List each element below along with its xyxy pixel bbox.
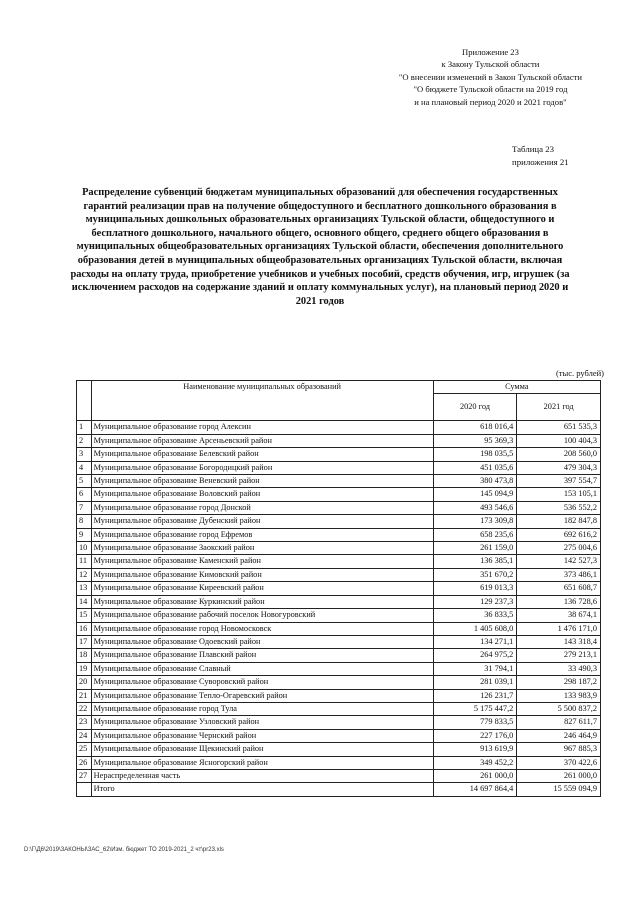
table-row: [77, 769, 601, 782]
amount-2021: 5 500 837,2: [517, 702, 601, 715]
total-2021: 15 559 094,9: [517, 783, 601, 796]
header-line: Приложение 23: [462, 47, 519, 57]
units-label: (тыс. рублей): [555, 368, 604, 378]
municipality-name: Муниципальное образование Одоевский район: [91, 635, 433, 648]
table-row: [77, 743, 601, 756]
amount-2021: 651 608,7: [517, 582, 601, 595]
municipality-name: Муниципальное образование город Новомосковск: [91, 622, 433, 635]
amount-2021: 33 490,3: [517, 662, 601, 675]
table-row: [77, 501, 601, 514]
table-row: [77, 568, 601, 581]
document-title: Распределение субвенций бюджетам муниципальных образований для обеспечения государственных гарантий реализации прав на получение общедоступного и бесплатного дошкольного образования в муниципальных дошкольных образовательных организациях Тульской области, общедоступного и бесплатного дошкольного, начального общего, основного общего, среднего общего образования в муниципальных общеобразовательных организациях Тульской области, обеспечения дополнительного образования детей в муниципальных общеобразовательных организациях Тульской области, включая расходы на оплату труда, приобретение учебников и учебных пособий, средств обучения, игр, игрушек (за исключением расходов на содержание зданий и оплату коммунальных услуг), на плановый период 2020 и 2021 годов: [70, 187, 570, 307]
municipality-name: Муниципальное образование Заокский район: [91, 542, 433, 555]
amount-2021: 261 000,0: [517, 769, 601, 782]
table-row: [77, 488, 601, 501]
table-row: [77, 662, 601, 675]
amount-2021: 651 535,3: [517, 421, 601, 434]
sum-column-header: Сумма: [433, 381, 600, 394]
amount-2020: 351 670,2: [433, 568, 517, 581]
municipality-name: Муниципальное образование Киреевский район: [91, 582, 433, 595]
amount-2021: 827 611,7: [517, 716, 601, 729]
amount-2021: 38 674,1: [517, 609, 601, 622]
row-number: 23: [77, 716, 92, 729]
municipality-name: Муниципальное образование Дубенский район: [91, 515, 433, 528]
row-number: 7: [77, 501, 92, 514]
row-number: 1: [77, 421, 92, 434]
amount-2020: 198 035,5: [433, 448, 517, 461]
table-row: [77, 756, 601, 769]
table-row: [77, 595, 601, 608]
municipality-name: Нераспределенная часть: [91, 769, 433, 782]
municipality-name: Муниципальное образование рабочий поселок Новогуровский: [91, 609, 433, 622]
table-row: [77, 689, 601, 702]
amount-2020: 493 546,6: [433, 501, 517, 514]
table-row: [77, 475, 601, 488]
amount-2021: 153 105,1: [517, 488, 601, 501]
table-row: [77, 515, 601, 528]
header-line: и на плановый период 2020 и 2021 годов": [414, 96, 567, 107]
amount-2020: 5 175 447,2: [433, 702, 517, 715]
total-2020: 14 697 864,4: [433, 783, 517, 796]
table-row: [77, 448, 601, 461]
row-number: 11: [77, 555, 92, 568]
amount-2020: 1 405 608,0: [433, 622, 517, 635]
municipality-name: Муниципальное образование Воловский район: [91, 488, 433, 501]
amount-2021: 136 728,6: [517, 595, 601, 608]
amount-2021: 275 004,6: [517, 542, 601, 555]
table-row: [77, 702, 601, 715]
amount-2020: 227 176,0: [433, 729, 517, 742]
row-number: 10: [77, 542, 92, 555]
table-row: [77, 676, 601, 689]
amount-2021: 370 422,6: [517, 756, 601, 769]
header-line: "О бюджете Тульской области на 2019 год: [413, 84, 568, 95]
municipality-name: Муниципальное образование Тепло-Огаревский район: [91, 689, 433, 702]
municipality-name: Муниципальное образование Арсеньевский район: [91, 434, 433, 447]
amount-2020: 36 833,5: [433, 609, 517, 622]
amount-2020: 134 271,1: [433, 635, 517, 648]
document-header: [399, 46, 582, 108]
table-row: [77, 609, 601, 622]
amount-2020: 264 975,2: [433, 649, 517, 662]
table-row: [77, 542, 601, 555]
header-line: "О внесении изменений в Закон Тульской области: [398, 71, 582, 82]
row-number: 5: [77, 475, 92, 488]
table-ref-line2: приложения 21: [512, 157, 569, 167]
table-row: [77, 635, 601, 648]
amount-2020: 126 231,7: [433, 689, 517, 702]
amount-2020: 145 094,9: [433, 488, 517, 501]
total-number: [77, 783, 92, 796]
amount-2020: 173 309,8: [433, 515, 517, 528]
row-number: 27: [77, 769, 92, 782]
amount-2021: 246 464,9: [517, 729, 601, 742]
total-row: [77, 783, 601, 796]
municipality-name: Муниципальное образование Кимовский район: [91, 568, 433, 581]
table-row: [77, 716, 601, 729]
amount-2021: 133 983,9: [517, 689, 601, 702]
row-number: 26: [77, 756, 92, 769]
amount-2020: 618 016,4: [433, 421, 517, 434]
year-2020-header: 2020 год: [433, 394, 517, 421]
row-number: 19: [77, 662, 92, 675]
table-row: [77, 421, 601, 434]
row-number: 18: [77, 649, 92, 662]
amount-2021: 536 552,2: [517, 501, 601, 514]
table-row: [77, 555, 601, 568]
row-number: 8: [77, 515, 92, 528]
amount-2021: 967 885,3: [517, 743, 601, 756]
amount-2020: 779 833,5: [433, 716, 517, 729]
name-column-header: Наименование муниципальных образований: [91, 381, 433, 421]
header-line: к Закону Тульской области: [441, 59, 540, 70]
amount-2020: 380 473,8: [433, 475, 517, 488]
row-number: 20: [77, 676, 92, 689]
number-header: [77, 381, 92, 421]
municipality-name: Муниципальное образование Узловский район: [91, 716, 433, 729]
municipality-name: Муниципальное образование город Донской: [91, 501, 433, 514]
amount-2020: 281 039,1: [433, 676, 517, 689]
amount-2020: 913 619,9: [433, 743, 517, 756]
row-number: 22: [77, 702, 92, 715]
row-number: 9: [77, 528, 92, 541]
amount-2020: 261 000,0: [433, 769, 517, 782]
amount-2020: 31 794,1: [433, 662, 517, 675]
row-number: 12: [77, 568, 92, 581]
municipality-name: Муниципальное образование Щекинский район: [91, 743, 433, 756]
table-row: [77, 528, 601, 541]
amount-2021: 479 304,3: [517, 461, 601, 474]
amount-2021: 298 187,2: [517, 676, 601, 689]
amount-2020: 95 369,3: [433, 434, 517, 447]
row-number: 3: [77, 448, 92, 461]
municipality-name: Муниципальное образование Суворовский район: [91, 676, 433, 689]
amount-2020: 261 159,0: [433, 542, 517, 555]
table-row: [77, 622, 601, 635]
amount-2021: 373 486,1: [517, 568, 601, 581]
amount-2020: 349 452,2: [433, 756, 517, 769]
row-number: 25: [77, 743, 92, 756]
amount-2021: 143 318,4: [517, 635, 601, 648]
amount-2021: 1 476 171,0: [517, 622, 601, 635]
amount-2020: 451 035,6: [433, 461, 517, 474]
total-label: Итого: [91, 783, 433, 796]
file-path-footer: D:\Г\Д6\2019\ЗАКОНЫ\ЗАС_62\Изм. бюджет ТО 2019-2021_2 чт\pr23.xls: [24, 847, 224, 853]
row-number: 2: [77, 434, 92, 447]
municipality-name: Муниципальное образование Чернский район: [91, 729, 433, 742]
amount-2020: 658 235,6: [433, 528, 517, 541]
municipality-name: Муниципальное образование Каменский район: [91, 555, 433, 568]
municipality-name: Муниципальное образование Богородицкий район: [91, 461, 433, 474]
row-number: 24: [77, 729, 92, 742]
row-number: 6: [77, 488, 92, 501]
table-row: [77, 434, 601, 447]
table-ref-line1: Таблица 23: [512, 144, 555, 154]
amount-2021: 279 213,1: [517, 649, 601, 662]
table-row: [77, 729, 601, 742]
table-row: [77, 461, 601, 474]
amount-2021: 100 404,3: [517, 434, 601, 447]
municipality-name: Муниципальное образование город Ефремов: [91, 528, 433, 541]
municipality-name: Муниципальное образование Плавский район: [91, 649, 433, 662]
municipality-name: Муниципальное образование Славный: [91, 662, 433, 675]
amount-2021: 182 847,8: [517, 515, 601, 528]
municipality-name: Муниципальное образование город Тула: [91, 702, 433, 715]
amount-2020: 136 385,1: [433, 555, 517, 568]
municipality-name: Муниципальное образование Ясногорский район: [91, 756, 433, 769]
row-number: 14: [77, 595, 92, 608]
table-row: [77, 649, 601, 662]
amount-2020: 129 237,3: [433, 595, 517, 608]
municipality-name: Муниципальное образование Веневский район: [91, 475, 433, 488]
municipality-name: Муниципальное образование Белевский район: [91, 448, 433, 461]
row-number: 16: [77, 622, 92, 635]
row-number: 13: [77, 582, 92, 595]
row-number: 15: [77, 609, 92, 622]
row-number: 17: [77, 635, 92, 648]
row-number: 21: [77, 689, 92, 702]
amount-2021: 208 560,0: [517, 448, 601, 461]
table-reference: [512, 143, 569, 169]
amount-2020: 619 013,3: [433, 582, 517, 595]
municipality-name: Муниципальное образование город Алексин: [91, 421, 433, 434]
year-2021-header: 2021 год: [517, 394, 601, 421]
amount-2021: 397 554,7: [517, 475, 601, 488]
amount-2021: 692 616,2: [517, 528, 601, 541]
municipality-name: Муниципальное образование Куркинский район: [91, 595, 433, 608]
row-number: 4: [77, 461, 92, 474]
subsidy-table: [76, 380, 601, 797]
table-body: [77, 421, 601, 796]
table-row: [77, 582, 601, 595]
amount-2021: 142 527,3: [517, 555, 601, 568]
